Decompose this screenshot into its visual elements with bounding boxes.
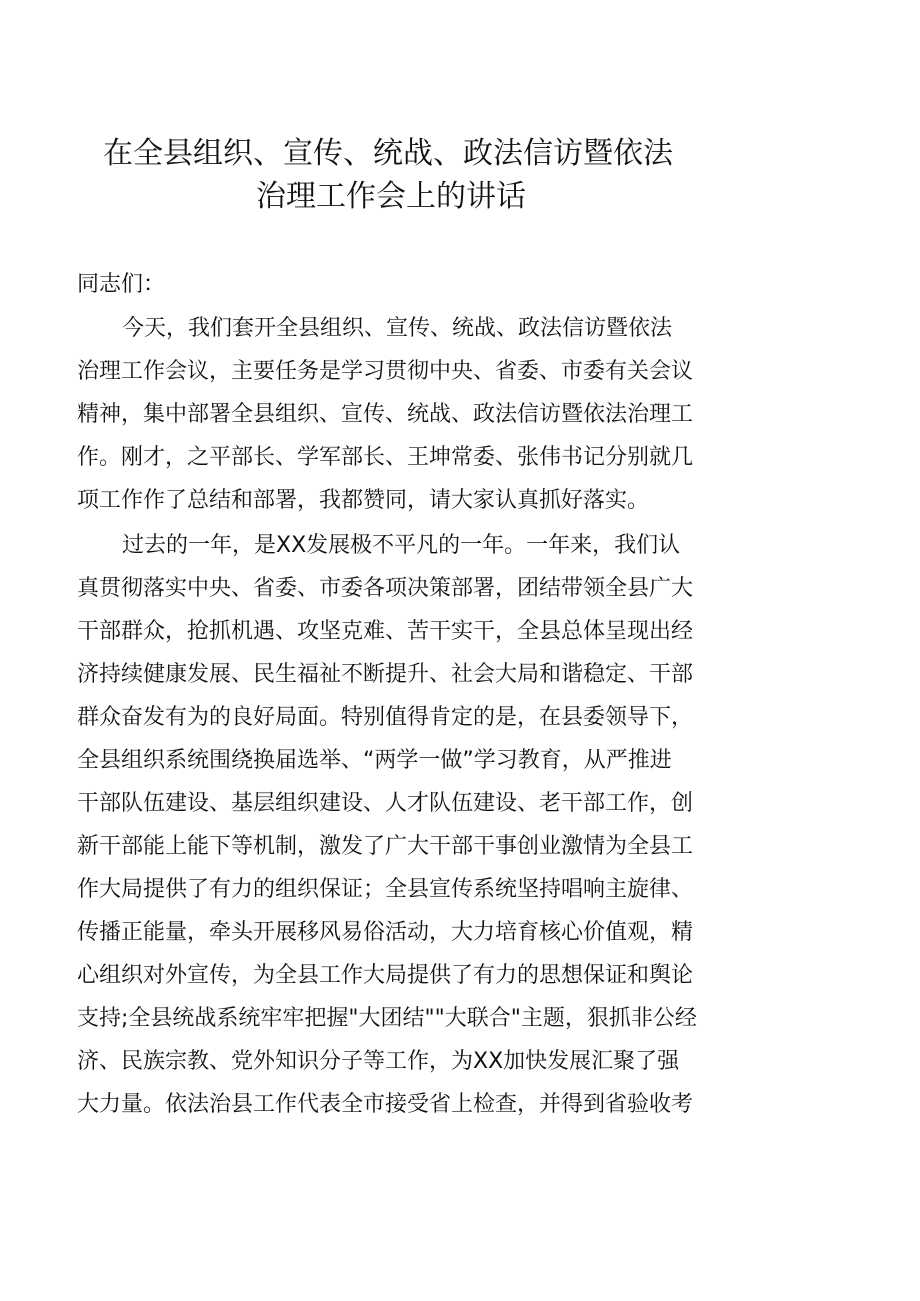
paragraph-2-line-8: 新干部能上能下等机制，激发了广大干部干事创业激情为全县工 [77, 834, 694, 859]
paragraph-2-line-14: 大力量。依法治县工作代表全市接受省上检查，并得到省验收考 [77, 1092, 694, 1117]
paragraph-2-line-3: 干部群众，抢抓机遇、攻坚克难、苦干实干，全县总体呈现出经 [77, 619, 694, 644]
paragraph-2-line-9: 作大局提供了有力的组织保证；全县宣传系统坚持唱响主旋律、 [77, 877, 694, 902]
paragraph-2-line-12: 支持;全县统战系统牢牢把握"大团结""大联合"主题，狠抓非公经 [77, 1006, 697, 1031]
paragraph-1-line-5: 项工作作了总结和部署，我都赞同，请大家认真抓好落实。 [77, 488, 650, 513]
paragraph-2-line-13: 济、民族宗教、党外知识分子等工作，为XX加快发展汇聚了强 [77, 1049, 680, 1074]
paragraph-2-line-7: 干部队伍建设、基层组织建设、人才队伍建设、老干部工作，创 [77, 791, 694, 816]
paragraph-2-line-10: 传播正能量，牵头开展移风易俗活动，大力培育核心价值观，精 [77, 920, 694, 945]
document-title-line-1: 在全县组织、宣传、统战、政法信访暨依法 [103, 136, 673, 171]
paragraph-2-line-5: 群众奋发有为的良好局面。特别值得肯定的是，在县委领导下， [77, 705, 694, 730]
paragraph-1-line-2: 治理工作会议，主要任务是学习贯彻中央、省委、市委有关会议 [77, 359, 694, 384]
paragraph-2-line-11: 心组织对外宣传，为全县工作大局提供了有力的思想保证和舆论 [77, 963, 694, 988]
paragraph-2-line-4: 济持续健康发展、民生福祉不断提升、社会大局和谐稳定、干部 [77, 662, 694, 687]
paragraph-2-line-2: 真贯彻落实中央、省委、市委各项决策部署，团结带领全县广大 [77, 576, 694, 601]
paragraph-1-line-4: 作。刚才，之平部长、学军部长、王坤常委、张伟书记分别就几 [77, 445, 694, 470]
paragraph-2-line-6: 全县组织系统围绕换届选举、“两学一做”学习教育，从严推进 [77, 748, 672, 773]
paragraph-1-line-1: 今天，我们套开全县组织、宣传、统战、政法信访暨依法 [122, 316, 673, 341]
paragraph-2-line-1: 过去的一年，是XX发展极不平凡的一年。一年来，我们认 [122, 533, 681, 558]
salutation: 同志们： [77, 272, 166, 297]
paragraph-1-line-3: 精神，集中部署全县组织、宣传、统战、政法信访暨依法治理工 [77, 402, 694, 427]
document-title-line-2: 治理工作会上的讲话 [256, 179, 526, 214]
